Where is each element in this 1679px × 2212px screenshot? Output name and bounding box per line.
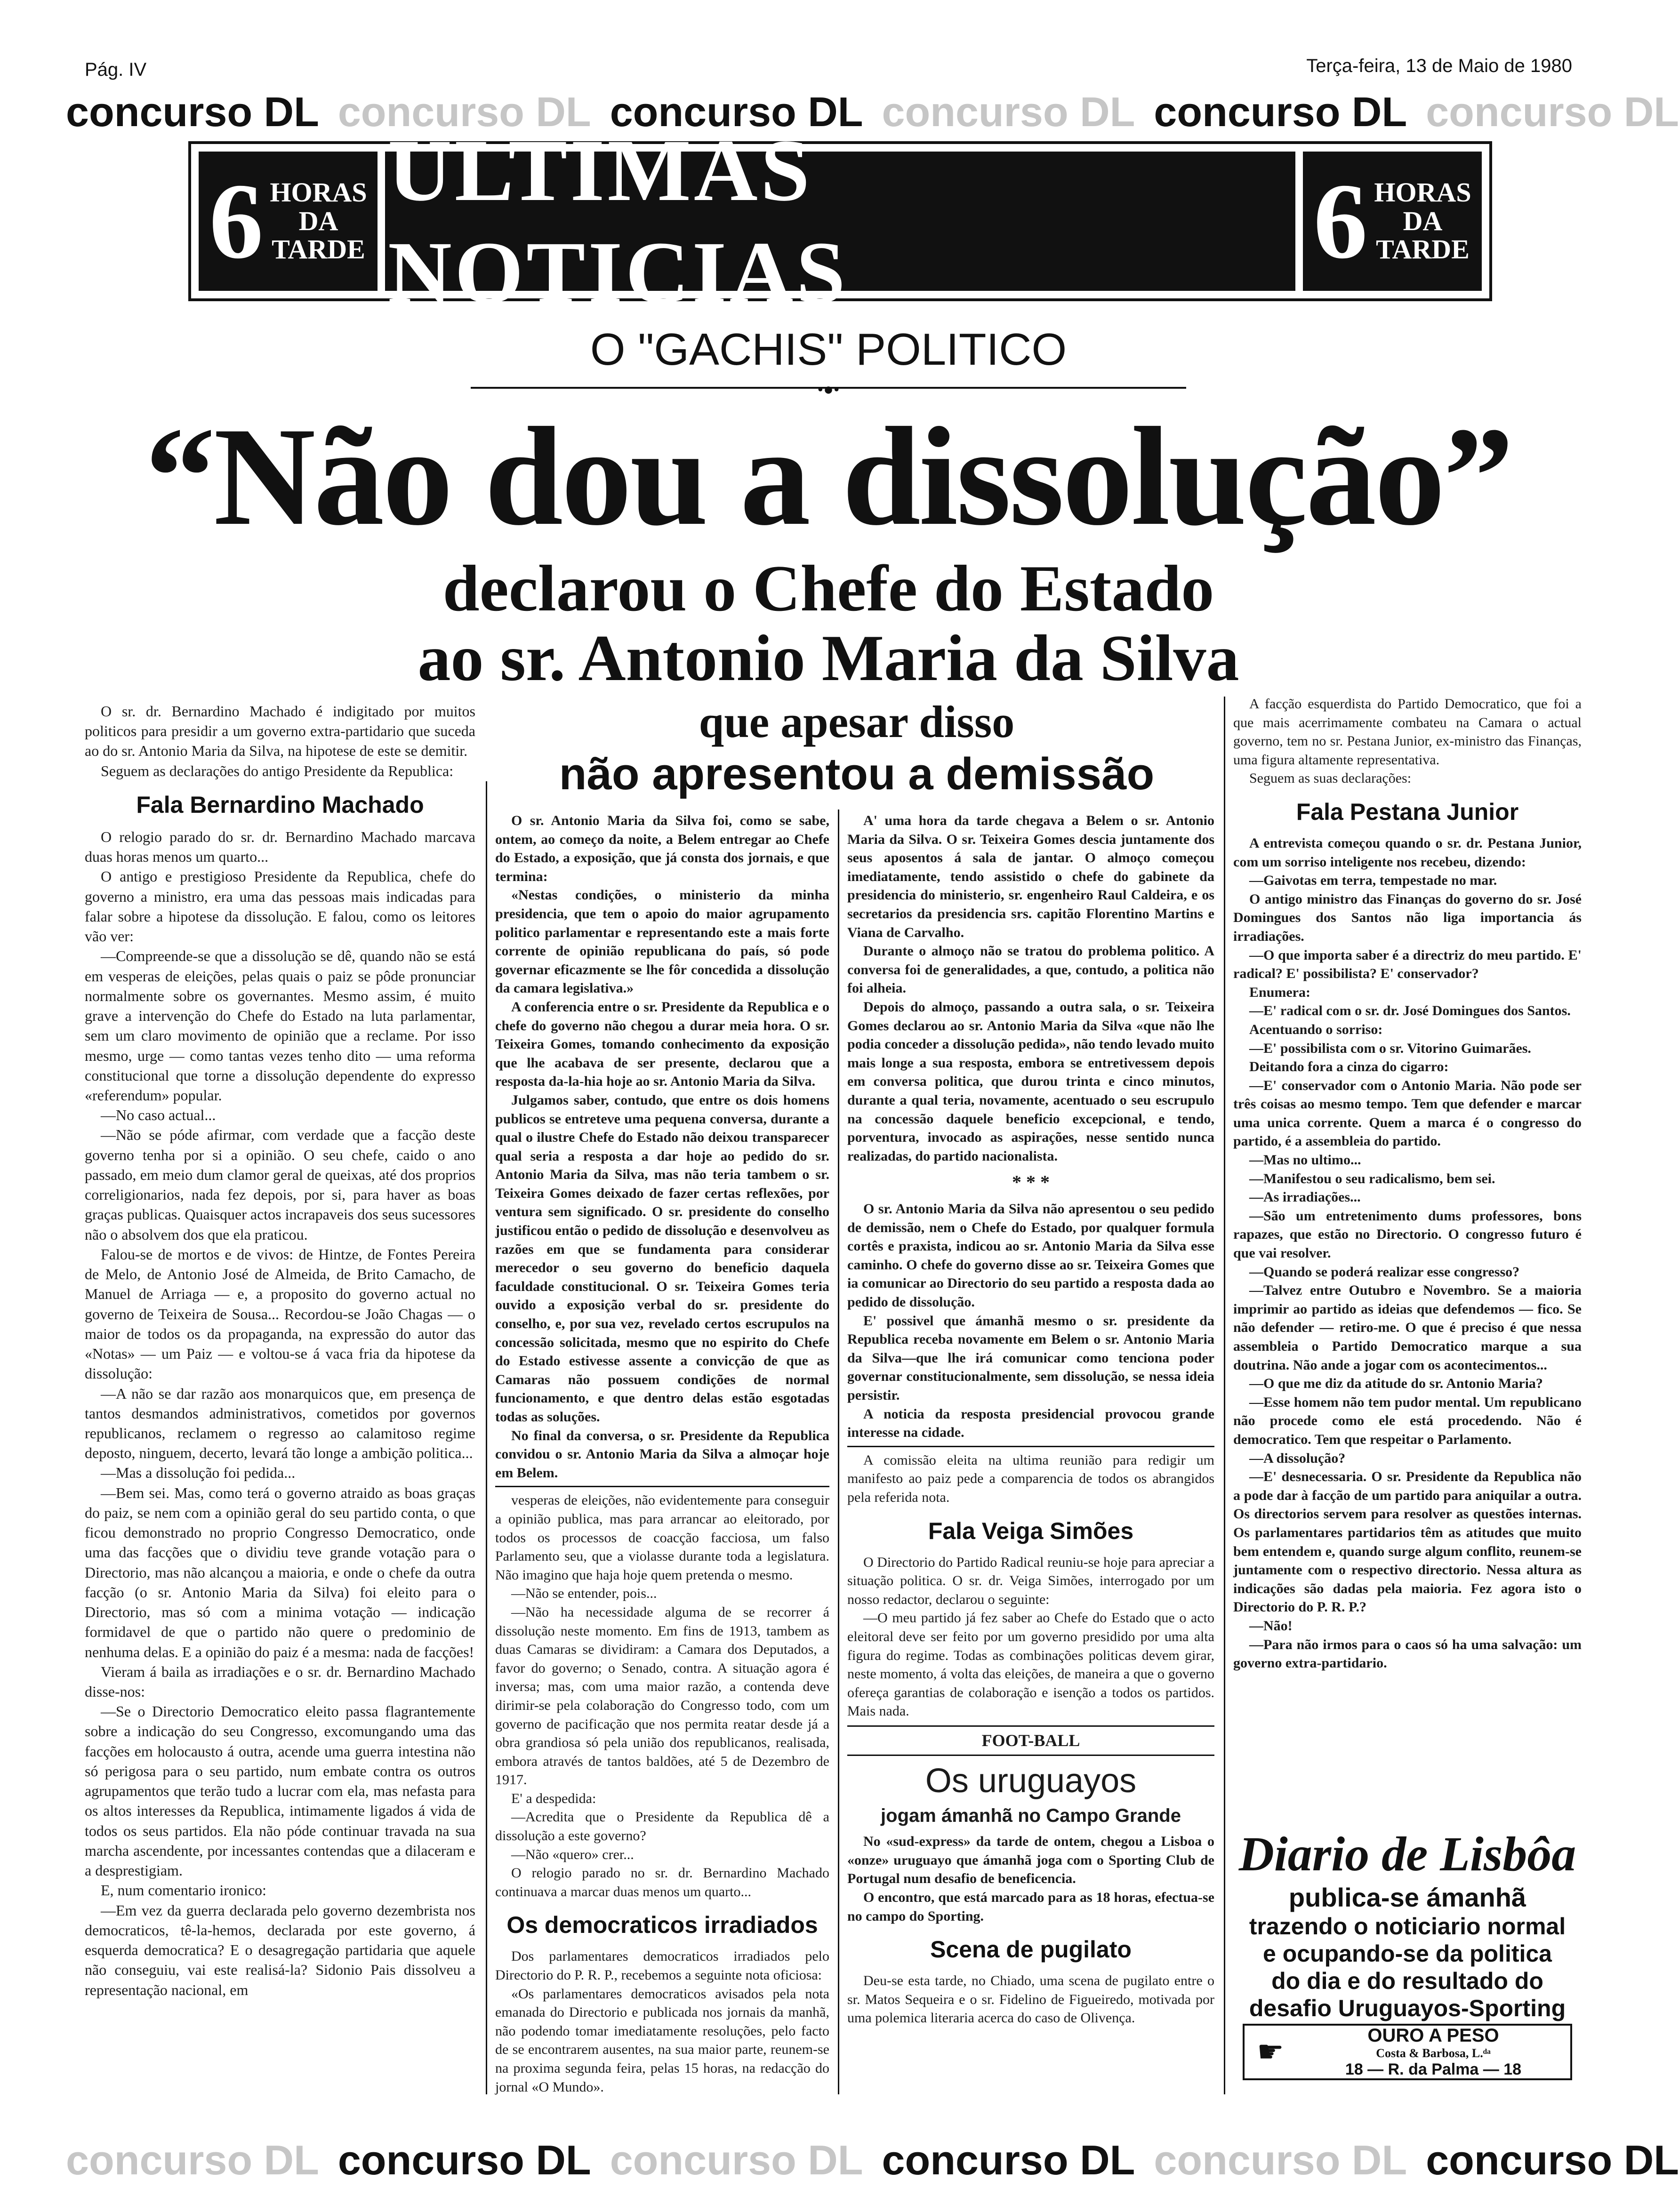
watermark-text: concurso DL: [882, 88, 1135, 135]
paragraph: Dos parlamentares democraticos irradiados pelo Directorio do P. R. P., recebemos a seguinte nota oficiosa:: [495, 1948, 829, 1983]
paragraph: —O que importa saber é a directriz do meu partido. E' radical? E' possibilista? E' conservador?: [1233, 947, 1582, 982]
watermark-strip-bottom: [66, 2137, 1679, 2184]
page-number: Pág. IV: [85, 59, 147, 80]
center-deck-1: que apesar disso: [699, 697, 1015, 747]
banner-title: ULTIMAS NOTICIAS: [388, 121, 848, 321]
banner-six: 6: [209, 161, 264, 281]
paragraph: —Esse homem não tem pudor mental. Um republicano não procede como ele está procedendo. Não é democratico. Tem que respeitar o Parlamento.: [1233, 1394, 1582, 1447]
paragraph: —As irradiações...: [1249, 1189, 1361, 1205]
paragraph: —Compreende-se que a dissolução se dê, quando não se está em vesperas de eleições, pelas quais o paiz se pôde pronunciar normalmente sobre os governantes. Mesmo assim, é muito grave a intervenção do Chefe do Estado na luta parlamentar, sem um claro movimento de opinião que a reclame. Por isso mesmo, urge — como tantas vezes tenho dito — uma reforma constitucional que torne a dissolução dependente do expresso «referendum» popular.: [85, 947, 475, 1104]
paragraph: —E' possibilista com o sr. Vitorino Guimarães.: [1249, 1040, 1531, 1056]
paragraph: Durante o almoço não se tratou do problema politico. A conversa foi de generalidades, a que, contudo, a politica não foi alheia.: [847, 943, 1214, 996]
paragraph: —Não se entender, pois...: [511, 1586, 657, 1602]
paragraph: —Não ha necessidade alguma de se recorrer á dissolução neste momento. Em fins de 1913, tambem as duas Camaras se dividiram: a Camara dos Deputados, a favor do governo; o Senado, contra. A situação agora é inversa; mas, com uma maior razão, a contenda deve dirimir-se pela colaboração do Congresso todo, com um governo de pacificação que nos permita reatar desde já a obra grandiosa só pela união dos republicanos, realisada, embora através de tantos baldões, até 5 de Dezembro de 1917.: [495, 1604, 829, 1788]
intro-paragraph: Seguem as suas declarações:: [1249, 770, 1412, 786]
ad-line: desafio Uruguayos-Sporting: [1249, 1995, 1566, 2021]
column-rule: [838, 809, 839, 2094]
paragraph: —A não se dar razão aos monarquicos que, em presença de tantos desmandos administrativos, cometidos por governos republicanos, reclamem o regresso ao calamitoso regime deposto, ninguem, decerto, levará tão longe a ambição politica...: [85, 1385, 475, 1462]
paragraph: A conferencia entre o sr. Presidente da Republica e o chefe do governo não chegou a durar meia hora. O sr. Teixeira Gomes, tomando conhecimento da exposição que lhe acabava de ser presente, declarou que a resposta da-la-hia hoje ao sr. Antonio Maria da Silva.: [495, 999, 829, 1090]
paragraph: O relogio parado do sr. dr. Bernardino Machado marcava duas horas menos um quarto...: [85, 828, 475, 866]
column-1: [85, 701, 475, 2000]
paragraph: —Em vez da guerra declarada pelo governo dezembrista nos democraticos, tê-la-hemos, declarada por este governo, á esquerda democratica? E o desagregação partidaria que aquele não conseguiu, vai este realisá-la? Sidonio Pais dissolveu a representação nacional, em: [85, 1901, 475, 1998]
intro-paragraph: O sr. dr. Bernardino Machado é indigitado por muitos politicos para presidir a um governo extra-partidario que suceda ao do sr. Antonio Maria da Silva, na hipotese de este se demitir.: [85, 703, 475, 760]
hand-pointer-icon: ☛: [1257, 2035, 1284, 2068]
banner-right-box: [1303, 152, 1482, 291]
subhead-irradiados: Os democraticos irradiados: [506, 1912, 818, 1939]
paragraph: —O meu partido já fez saber ao Chefe do Estado que o acto eleitoral deve ser feito por um governo presidido por uma alta figura do regime. Todas as combinações politicas devem girar, neste momento, á volta das eleições, de maneira a que o governo ofereça garantias de colaboração e isenção a todos os partidos. Mais nada.: [847, 1610, 1214, 1719]
banner-horas-da-tarde: HORAS DA TARDE: [270, 176, 367, 265]
kicker-ornament: •●•: [817, 380, 840, 399]
paragraph: O encontro, que está marcado para as 18 horas, efectua-se no campo do Sporting.: [847, 1890, 1214, 1924]
banner-title-box: [385, 121, 1295, 321]
watermark-text: concurso DL: [337, 88, 591, 135]
paragraph: Enumera:: [1249, 984, 1310, 1000]
paragraph: —Se o Directorio Democratico eleito passa flagrantemente sobre a indicação do seu Congresso, excomungando uma das facções em holocausto á outra, acende uma guerra intestina não só perigosa para o seu partido, num embate contra os outros agrupamentos que terão tudo a lucrar com ela, mas nefasta para os altos interesses da Republica, intimamente ligados á vida de todos os seus partidos. Ela não póde continuar travada na sua marcha ascendente, por incessantes contendas que a dilaceram e a desprestigiam.: [85, 1703, 475, 1879]
column-rule: [1224, 697, 1225, 2094]
intro-paragraph: Seguem as declarações do antigo Presidente da Republica:: [101, 762, 454, 779]
paragraph: Deitando fora a cinza do cigarro:: [1249, 1059, 1449, 1075]
paragraph: E' a despedida:: [511, 1790, 596, 1806]
watermark-text: concurso DL: [882, 2137, 1135, 2183]
watermark-text: concurso DL: [1154, 88, 1407, 135]
paragraph: A' uma hora da tarde chegava a Belem o sr. Antonio Maria da Silva. O sr. Teixeira Gomes descia juntamente dos seus aposentos á sala de jantar. O almoço começou imediatamente, tendo assistido o chefe do gabinete da presidencia do ministerio, sr. engenheiro Raul Caldeira, e os secretarios da presidencia srs. capitão Florentino Martins e Viana de Carvalho.: [847, 813, 1214, 940]
subhead-pugilato: Scena de pugilato: [930, 1936, 1132, 1963]
paragraph: —E' radical com o sr. dr. José Domingues dos Santos.: [1249, 1003, 1571, 1019]
divider: [847, 1755, 1214, 1756]
kicker: O "GACHIS" POLITICO: [590, 324, 1067, 375]
section-separator: * * *: [1012, 1171, 1050, 1193]
paragraph: vesperas de eleições, não evidentemente para conseguir a opinião publica, mas para arrancar ao eleitorado, por todos os processos de coacção facciosa, um falso Parlamento seu, que a violasse durante toda a legislatura. Não imagino que haja hoje quem pretenda o mesmo.: [495, 1492, 829, 1583]
paragraph: —Não!: [1249, 1618, 1293, 1634]
column-4: [1233, 695, 1582, 1673]
small-ad-sub: Costa & Barbosa, L.ᵈᵃ: [1376, 2046, 1491, 2060]
paragraph: Vieram á baila as irradiações e o sr. dr. Bernardino Machado disse-nos:: [85, 1663, 475, 1700]
paragraph: —Acredita que o Presidente da Republica dê a dissolução a este governo?: [495, 1809, 829, 1844]
paragraph: —Talvez entre Outubro e Novembro. Se a maioria imprimir ao partido as ideias que defendemos — fico. Se não defender — retiro-me. O que é preciso é que nessa assembleia o Partido Democratico marque a sua doutrina. Não ande a jogar com os acontecimentos...: [1233, 1282, 1582, 1373]
paragraph: O sr. Antonio Maria da Silva não apresentou o seu pedido de demissão, nem o Chefe do Estado, por qualquer formula cortês e praxista, indicou ao sr. Antonio Maria da Silva esse caminho. O chefe do governo disse ao sr. Teixeira Gomes que ia comunicar ao Directorio do seu partido a resposta dada ao pedido de dissolução.: [847, 1201, 1214, 1310]
banner-six: 6: [1313, 161, 1368, 281]
paragraph: A entrevista começou quando o sr. dr. Pestana Junior, com um sorriso inteligente nos recebeu, dizendo:: [1233, 835, 1582, 870]
small-ad-address: 18 — R. da Palma — 18: [1345, 2060, 1522, 2078]
watermark-text: concurso DL: [610, 88, 863, 135]
divider: [847, 1446, 1214, 1447]
sport-deck: jogam ámanhã no Campo Grande: [881, 1805, 1181, 1827]
paragraph: O antigo e prestigioso Presidente da Republica, chefe do governo a ministro, era uma das pessoas mais indicadas para falar sobre a hipotese da dissolução. E falou, como os leitores vão ver:: [85, 868, 475, 945]
paragraph: O Directorio do Partido Radical reuniu-se hoje para apreciar a situação politica. O sr. dr. Veiga Simões, interrogado por um nosso redactor, declarou o seguinte:: [847, 1554, 1214, 1607]
paragraph: A noticia da resposta presidencial provocou grande interesse na cidade.: [847, 1406, 1214, 1441]
paragraph: —No caso actual...: [101, 1106, 216, 1124]
banner-left-box: [199, 152, 378, 291]
ouro-a-peso-ad: [1243, 2024, 1572, 2080]
issue-date: Terça-feira, 13 de Maio de 1980: [1306, 56, 1572, 76]
sport-title: Os uruguayos: [925, 1762, 1137, 1800]
watermark-text: concurso DL: [610, 2137, 863, 2183]
paragraph: Falou-se de mortos e de vivos: de Hintze, de Fontes Pereira de Melo, de Antonio José de Almeida, de Brito Camacho, de Manuel de Arriaga — e, a proposito do governo actual no governo de Teixeira de Sousa... Recordou-se João Chagas — o maior de todos os da propaganda, na expressão do autor das «Notas» — um Paiz — e voltou-se á vaca fria da hipotese da dissolução:: [85, 1245, 475, 1382]
column-rule: [486, 781, 487, 2094]
ad-line: e ocupando-se da politica: [1263, 1940, 1552, 1967]
subhead-veiga-simoes: Fala Veiga Simões: [928, 1517, 1134, 1544]
center-deck-2: não apresentou a demissão: [559, 749, 1155, 799]
paragraph: —Mas a dissolução foi pedida...: [101, 1464, 296, 1482]
paragraph: —Manifestou o seu radicalismo, bem sei.: [1249, 1170, 1495, 1186]
watermark-text: concurso DL: [337, 2137, 591, 2183]
main-headline: “Não dou a dissolução”: [145, 398, 1512, 554]
sport-label: FOOT-BALL: [981, 1731, 1080, 1750]
ad-line: do dia e do resultado do: [1271, 1968, 1543, 1994]
banner-horas-da-tarde: HORAS DA TARDE: [1374, 176, 1471, 265]
paragraph: —Não «quero» crer...: [511, 1846, 634, 1862]
paragraph: —São um entretenimento dums professores, bons rapazes, que estão no Directorio. O congresso futuro é que vai resolver.: [1233, 1208, 1582, 1261]
column-2: [495, 811, 829, 2096]
deck-line-1: declarou o Chefe do Estado: [442, 552, 1214, 625]
paragraph: —Bem sei. Mas, como terá o governo atraido as boas graças do paiz, se nem com a opinião geral do seu partido conta, o que ficou demonstrado no proprio Congresso Democratico, onde uma das facções que o dividiu teve grande votação para o Directorio, mas não alcançou a maioria, e onde o chefe da outra facção (o sr. Antonio Maria da Silva) foi eleito para o Directorio, mas só com a minima votação — indicação formidavel de que o partido não quere o predominio de nenhuma delas. E a opinião do paiz é a mesma: nada de facções!: [85, 1484, 475, 1660]
watermark-text: concurso DL: [1154, 2137, 1407, 2183]
paragraph: Acentuando o sorriso:: [1249, 1021, 1383, 1037]
paragraph: —Para não irmos para o caos só ha uma salvação: um governo extra-partidario.: [1233, 1636, 1582, 1671]
masthead-banner: [188, 121, 1492, 321]
column-3: [847, 811, 1214, 2028]
paragraph: «Os parlamentares democraticos avisados pela nota emanada do Directorio e publicada nos jornais da manhã, não podendo tomar imediatamente resoluções, pelo facto de se encontrarem ausentes, na sua maior parte, reunem-se na proxima segunda feira, pelas 15 horas, na redacção do jornal «O Mundo».: [495, 1986, 829, 2095]
paragraph: O sr. Antonio Maria da Silva foi, como se sabe, ontem, ao começo da noite, a Belem entregar ao Chefe do Estado, a exposição, que já consta dos jornais, e que termina:: [495, 813, 829, 884]
small-ad-title: OURO A PESO: [1367, 2025, 1499, 2046]
paragraph: —Não se póde afirmar, com verdade que a facção deste governo tenha por si a opinião. O seu chefe, caido o ano passado, em meio dum clamor geral de queixas, até dos proprios correligionarios, nada fez depois, por si, para haver as boas graças publicas. Quaisquer actos incrapaveis dos seus sucessores não o absolvem dos que ela praticou.: [85, 1126, 475, 1243]
divider: [495, 1486, 829, 1487]
paragraph: A comissão eleita na ultima reunião para redigir um manifesto ao paiz pede a comparencia de todos os abrangidos pela referida nota.: [847, 1452, 1214, 1505]
paragraph: —Gaivotas em terra, tempestade no mar.: [1249, 873, 1497, 889]
paragraph: Deu-se esta tarde, no Chiado, uma scena de pugilato entre o sr. Matos Sequeira e o sr. Fidelino de Figueiredo, motivada por uma polemica literaria acerca do caso de Olivença.: [847, 1973, 1214, 2026]
paragraph: O relogio parado no sr. dr. Bernardino Machado continuava a marcar duas menos um quarto...: [495, 1865, 829, 1899]
paragraph: «Nestas condições, o ministerio da minha presidencia, que tem o apoio do maior agrupamento politico parlamentar e representando este a mais forte corrente de opinião republicana do país, só pode governar eficazmente se lhe fôr concedida a dissolução da camara legislativa.»: [495, 887, 829, 996]
watermark-text: concurso DL: [66, 88, 319, 135]
paragraph: —A dissolução?: [1249, 1450, 1346, 1466]
ad-brand: Diario de Lisbôa: [1238, 1827, 1576, 1881]
subhead-pestana: Fala Pestana Junior: [1296, 798, 1519, 825]
paragraph: —Quando se poderá realizar esse congresso?: [1249, 1264, 1520, 1280]
paragraph: —O que me diz da atitude do sr. Antonio Maria?: [1249, 1376, 1543, 1392]
deck-line-2: ao sr. Antonio Maria da Silva: [418, 622, 1239, 695]
paragraph: Julgamos saber, contudo, que entre os dois homens publicos se entreteve uma pequena conversa, durante a qual o ilustre Chefe do Estado não deixou transparecer qual seria a resposta a dar hoje ao pedido do sr. Antonio Maria da Silva, mas não teria tambem o sr. Teixeira Gomes deixado de fazer certas reflexões, por ventura sem significado. O sr. presidente do conselho justificou então o pedido de dissolução e desenvolveu as razões em que se fundamenta para considerar merecedor o seu governo do beneficio daquela faculdade constitucional. O sr. Teixeira Gomes teria ouvido a exposição verbal do sr. presidente do conselho, e, por sua vez, revelado certos escrupulos na concessão solicitada, mesmo que no espirito do Chefe do Estado estivesse assente a convicção de que as Camaras não possuem condições de normal funcionamento, e que dentro delas estão esgotadas todas as soluções.: [495, 1092, 829, 1425]
intro-paragraph: A facção esquerdista do Partido Democratico, que foi a que mais acerrimamente combateu na Camara o actual governo, tem no sr. Pestana Junior, ex-ministro das Finanças, uma figura altamente representativa.: [1233, 696, 1582, 768]
paragraph: E' possivel que ámanhã mesmo o sr. presidente da Republica receba novamente em Belem o sr. Antonio Maria da Silva—que lhe irá comunicar como tenciona poder governar constitucionalmente, sem dissolução, se nessa ideia persistir.: [847, 1313, 1214, 1403]
ad-line: trazendo o noticiario normal: [1249, 1913, 1566, 1940]
divider: [847, 1725, 1214, 1727]
ad-line: publica-se ámanhã: [1288, 1883, 1526, 1912]
watermark-text: concurso DL: [66, 2137, 319, 2183]
paragraph: No «sud-express» da tarde de ontem, chegou a Lisboa o «onze» uruguayo que ámanhã joga com o Sporting Club de Portugal num desafio de beneficencia.: [847, 1834, 1214, 1887]
paragraph: E, num comentario ironico:: [101, 1882, 266, 1899]
paragraph: —E' conservador com o Antonio Maria. Não pode ser três coisas ao mesmo tempo. Tem que defender e marcar uma unica corrente. Quem a marca é o congresso do partido, é a assembleia do partido.: [1233, 1077, 1582, 1149]
diario-ad: [1233, 1826, 1582, 2022]
paragraph: No final da conversa, o sr. Presidente da Republica convidou o sr. Antonio Maria da Silva a almoçar hoje em Belem.: [495, 1427, 829, 1481]
paragraph: —E' desnecessaria. O sr. Presidente da Republica não a pode dar à facção de um partido para aniquilar a outra. Os directorios servem para resolver as questões internas. Os parlamentares partidarios têm as atitudes que muito bem entendem e, quando surge algum conflito, reunem-se juntamente com o respectivo directorio. Nessa altura as indicações são dadas pela maioria. Fez agora isto o Directorio do P. R. P.?: [1233, 1469, 1582, 1615]
watermark-text: concurso DL: [1426, 2137, 1679, 2183]
watermark-text: concurso DL: [1426, 88, 1679, 135]
subhead-bernardino: Fala Bernardino Machado: [136, 791, 424, 818]
paragraph: O antigo ministro das Finanças do governo do sr. José Domingues dos Santos não liga importancia ás irradiações.: [1233, 891, 1582, 944]
paragraph: —Mas no ultimo...: [1249, 1152, 1361, 1168]
paragraph: Depois do almoço, passando a outra sala, o sr. Teixeira Gomes declarou ao sr. Antonio Maria da Silva «que não lhe podia conceder a dissolução pedida», não tendo levado muito mais longe a sua resposta, embora se entretivessem depois em conversa politica, que durou trinta e cinco minutos, durante a qual teria, novamente, acentuado o seu escrupulo na concessão daquele beneficio excepcional, e tendo, porventura, invocado as aspirações, nesse sentido nunca realizadas, do partido nacionalista.: [847, 999, 1214, 1164]
